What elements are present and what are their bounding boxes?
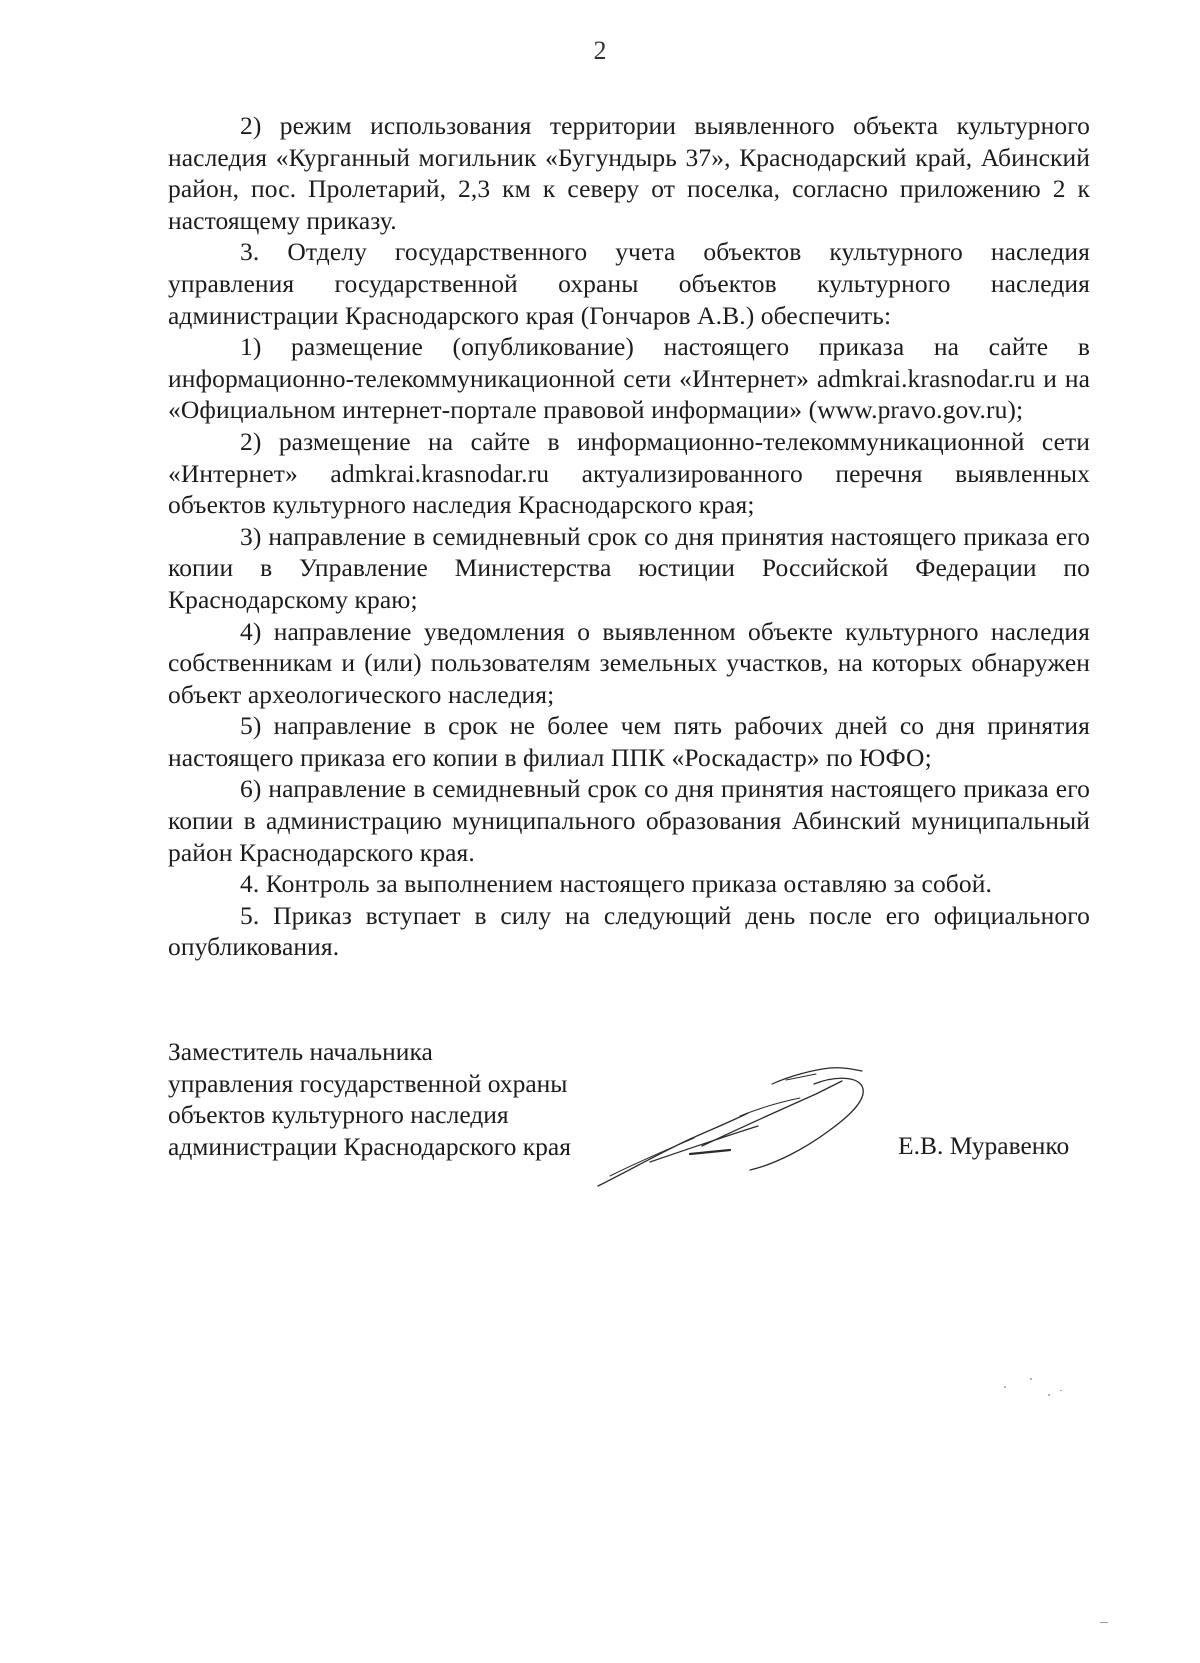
scan-speck [1004,1386,1006,1388]
paragraph-4-control: 4. Контроль за выполнением настоящего приказа оставляю за собой. [240,869,992,899]
paragraph-item-3-justice-ministry: 3) направление в семидневный срок со дня принятия настоящего приказа его копии в Управление Министерства юстиции Российской Федерации по Краснодарскому краю; [168,521,1090,614]
scan-speck [1048,1394,1050,1396]
paragraph-5-effective-date: 5. Приказ вступает в силу на следующий день после его официального опубликования. [168,900,1090,962]
scan-speck [1030,1378,1032,1380]
paragraph-item-2-regime: 2) режим использования территории выявленного объекта культурного наследия «Курганный могильник «Бугундырь 37», Краснодарский край, Абинский район, пос. Пролетарий, 2,3 км к северу от поселка, согласно приложению 2 к настоящему приказу. [168,111,1090,235]
signer-title-line: объектов культурного наследия [168,1100,509,1130]
signer-name: Е.В. Муравенко [898,1131,1070,1160]
paragraph-3-department: 3. Отделу государственного учета объектов культурного наследия управления государственной охраны объектов культурного наследия администрации Краснодарского края (Гончаров А.В.) обеспечить: [168,237,1090,330]
scan-speck [1100,1622,1108,1623]
paragraph-item-1-publication: 1) размещение (опубликование) настоящего приказа на сайте в информационно-телекоммуникационной сети «Интернет» admkrai.krasnodar.ru и на «Официальном интернет-портале правовой информации» (www.pravo.gov.ru); [168,332,1090,425]
signer-title-line: Заместитель начальника [168,1037,433,1066]
paragraph-item-4-notification: 4) направление уведомления о выявленном объекте культурного наследия собственникам и (или) пользователям земельных участков, на которых обнаружен объект археологического наследия; [168,616,1090,709]
signer-title-line: управления государственной охраны [168,1068,568,1098]
paragraph-item-5-roskadastr: 5) направление в срок не более чем пять рабочих дней со дня принятия настоящего приказа его копии в филиал ППК «Роскадастр» по ЮФО; [168,711,1090,772]
paragraph-item-6-municipality: 6) направление в семидневный срок со дня принятия настоящего приказа его копии в администрацию муниципального образования Абинский муниципальный район Краснодарского края. [168,774,1090,867]
signer-title-block [168,1036,628,1162]
handwritten-signature [590,1058,910,1198]
document-body [168,110,1090,963]
page-number: 2 [593,36,607,65]
paragraph-item-2-website: 2) размещение на сайте в информационно-телекоммуникационной сети «Интернет» admkrai.krasnodar.ru актуализированного перечня выявленных объектов культурного наследия Краснодарского края; [168,426,1090,520]
signer-title-line: администрации Краснодарского края [168,1131,571,1161]
scan-speck [1060,1390,1062,1391]
